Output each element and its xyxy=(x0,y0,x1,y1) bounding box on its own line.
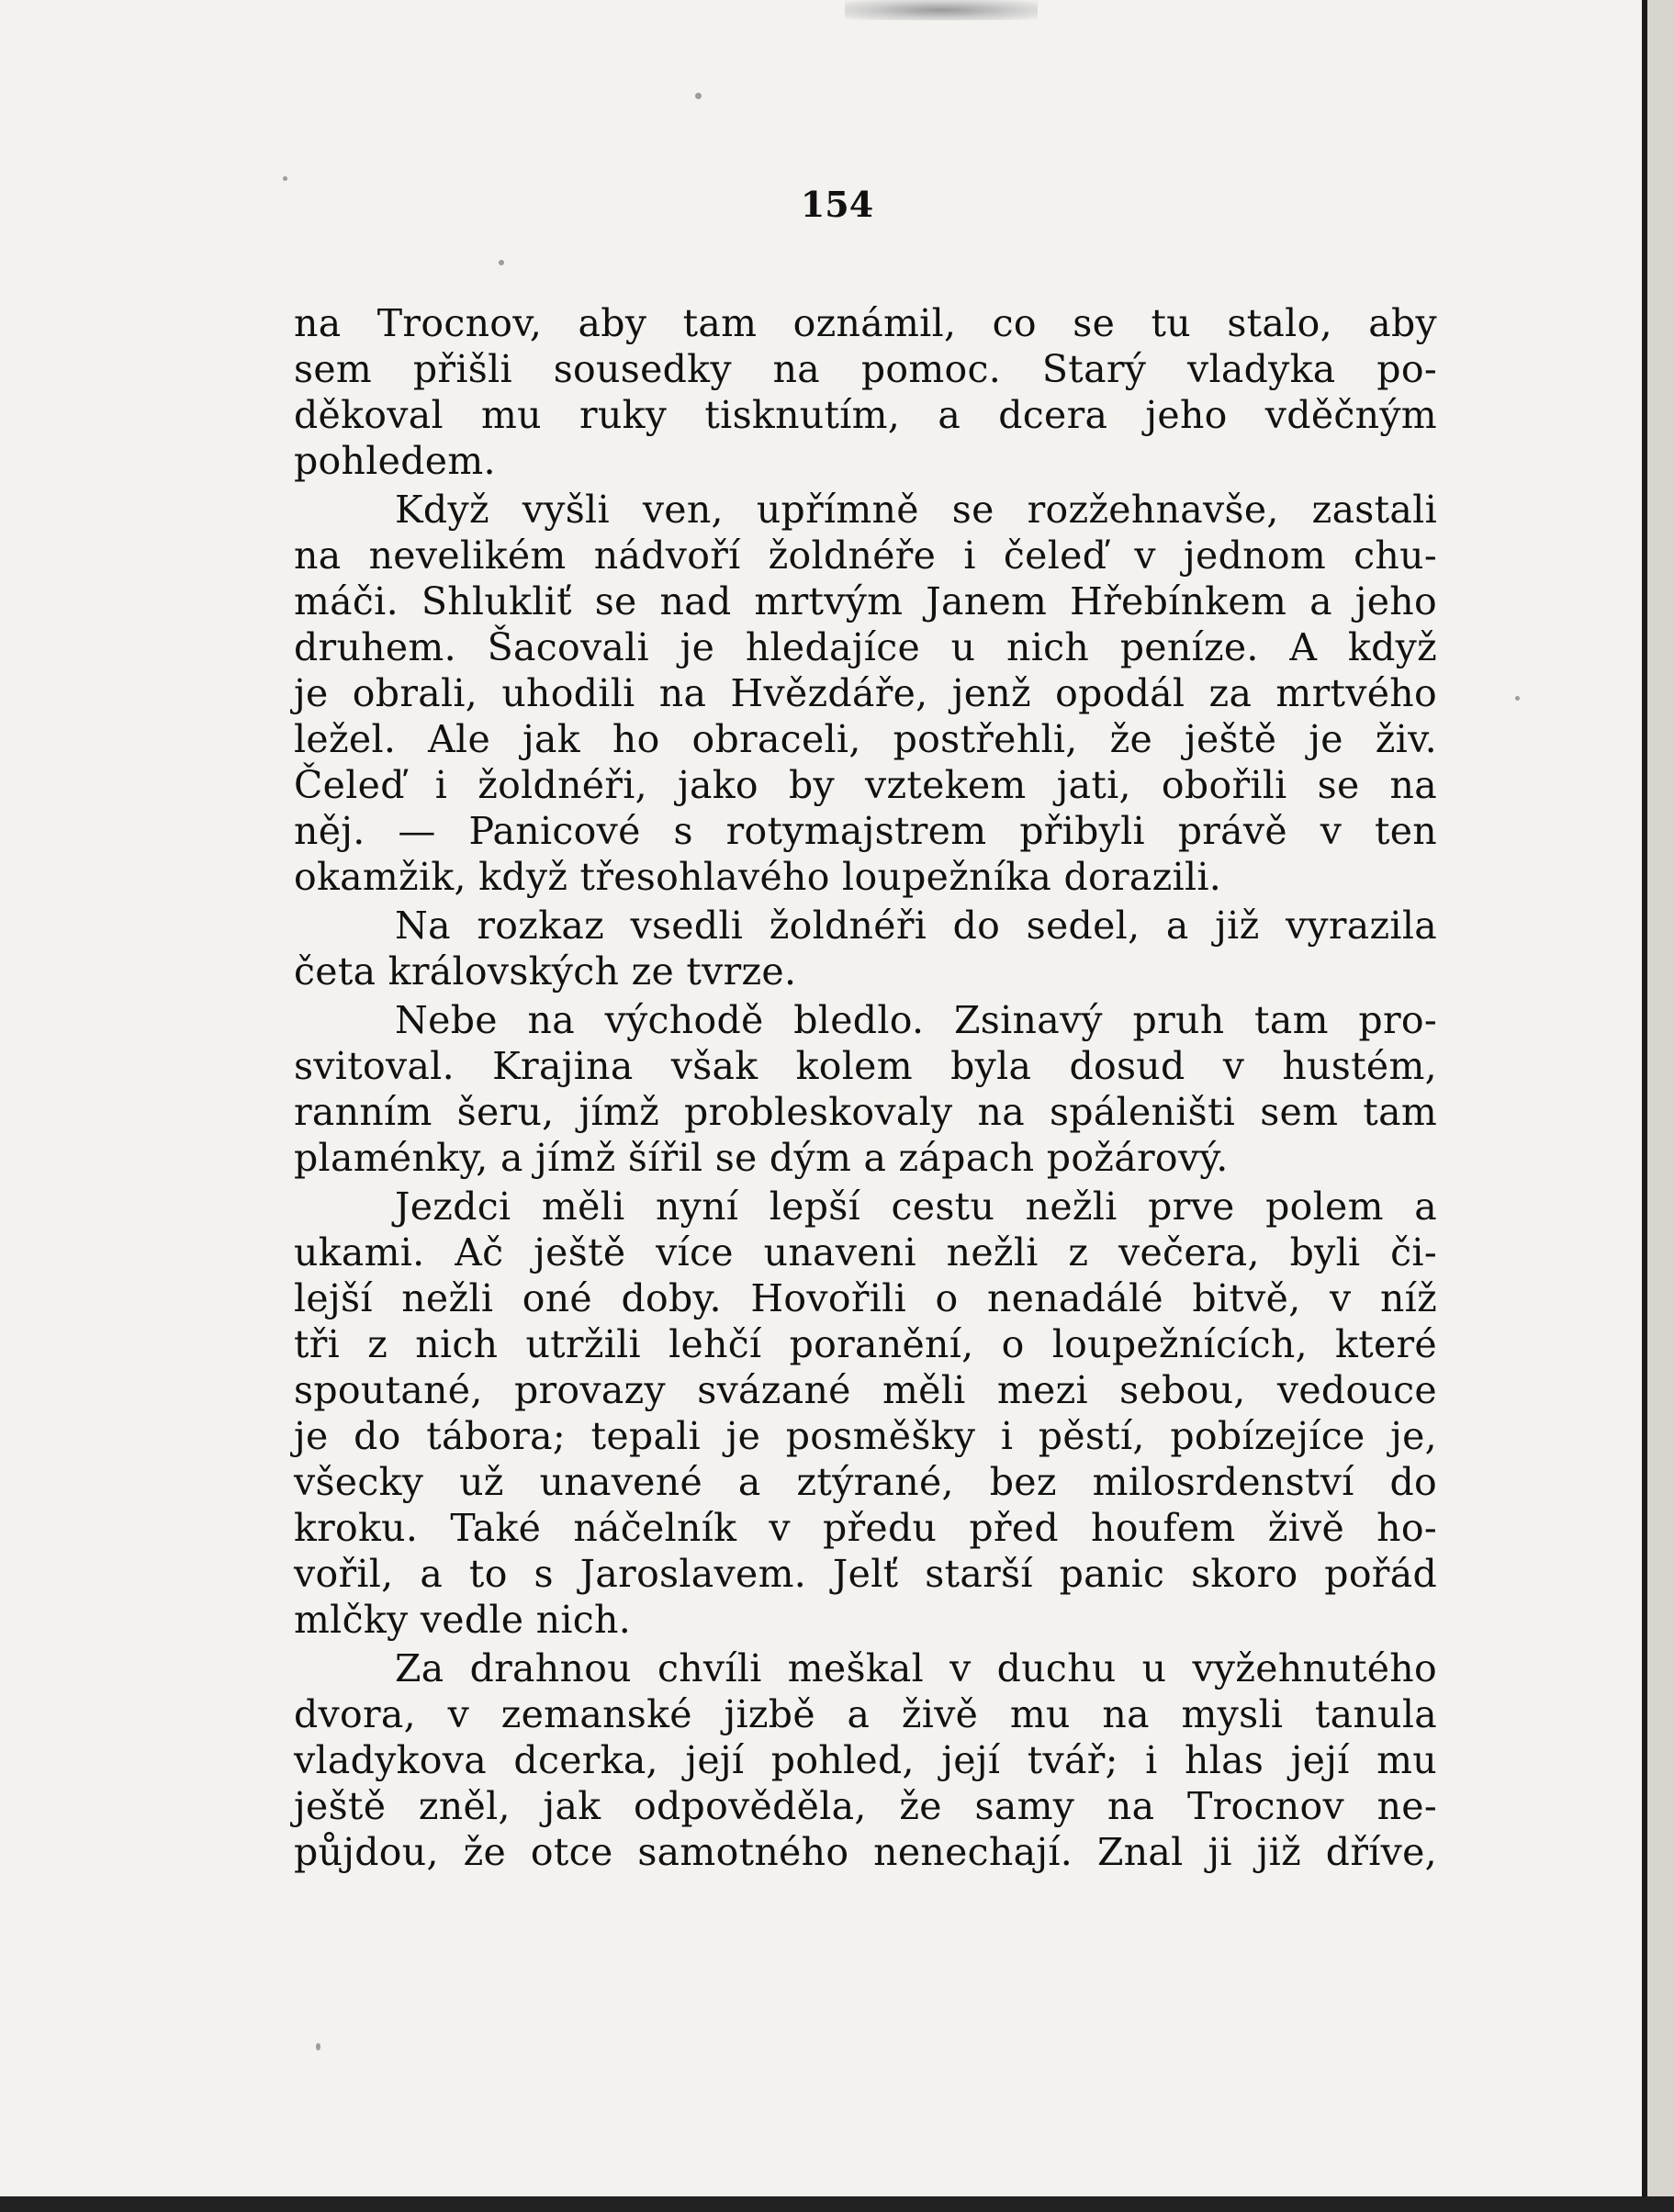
scan-right-margin xyxy=(1647,0,1674,2212)
text-line: četa královských ze tvrze. xyxy=(294,949,797,994)
text-line: na Trocnov, aby tam oznámil, co se tu stalo, aby xyxy=(294,301,1437,345)
body-text xyxy=(294,300,1437,1875)
text-line: mlčky vedle nich. xyxy=(294,1598,632,1642)
text-line: spoutané, provazy svázané měli mezi sebou, vedouce xyxy=(294,1368,1437,1412)
scan-speck xyxy=(499,260,504,265)
scan-speck xyxy=(283,176,287,181)
text-line: vladykova dcerka, její pohled, její tvář; i hlas její mu xyxy=(294,1738,1437,1782)
text-line: Na rozkaz vsedli žoldnéři do sedel, a již vyrazila xyxy=(395,904,1437,948)
text-line: tři z nich utržili lehčí poranění, o loupežnících, které xyxy=(294,1322,1437,1366)
text-line: je obrali, uhodili na Hvězdáře, jenž opodál za mrtvého xyxy=(294,671,1437,715)
scan-speck xyxy=(695,93,702,99)
text-line: kroku. Také náčelník v předu před houfem živě ho- xyxy=(294,1506,1437,1550)
paragraph-3 xyxy=(294,903,1437,994)
text-line: máči. Shlukliť se nad mrtvým Janem Hřebínkem a jeho xyxy=(294,579,1437,623)
text-line: ranním šeru, jímž probleskovaly na spáleništi sem tam xyxy=(294,1090,1437,1134)
scan-speck xyxy=(316,2043,320,2050)
text-line: na nevelikém nádvoří žoldnéře i čeleď v jednom chu- xyxy=(294,533,1437,578)
text-line: svitoval. Krajina však kolem byla dosud v hustém, xyxy=(294,1044,1437,1088)
text-line: půjdou, že otce samotného nenechají. Znal ji již dříve, xyxy=(294,1830,1437,1874)
text-line: všecky už unavené a ztýrané, bez milosrdenství do xyxy=(294,1460,1437,1504)
scan-speck xyxy=(1515,696,1520,701)
paragraph-2 xyxy=(294,487,1437,900)
text-line: okamžik, když třesohlavého loupežníka dorazili. xyxy=(294,855,1222,899)
text-line: ležel. Ale jak ho obraceli, postřehli, že ještě je živ. xyxy=(294,717,1437,761)
text-line: děkoval mu ruky tisknutím, a dcera jeho vděčným xyxy=(294,393,1437,437)
paragraph-4 xyxy=(294,997,1437,1181)
page-number: 154 xyxy=(800,184,874,225)
text-line: ještě zněl, jak odpověděla, že samy na Trocnov ne- xyxy=(294,1784,1437,1828)
text-line: ukami. Ač ještě více unaveni nežli z večera, byli či- xyxy=(294,1230,1437,1274)
text-line: je do tábora; tepali je posměšky i pěstí, pobízejíce je, xyxy=(294,1414,1437,1458)
text-line: Nebe na východě bledlo. Zsinavý pruh tam pro- xyxy=(395,998,1437,1042)
text-line: druhem. Šacovali je hledajíce u nich peníze. A když xyxy=(294,625,1437,669)
text-line: něj. — Panicové s rotymajstrem přibyli právě v ten xyxy=(294,809,1437,853)
scan-top-blot xyxy=(845,0,1038,20)
text-line: dvora, v zemanské jizbě a živě mu na mysli tanula xyxy=(294,1692,1437,1736)
text-line: Jezdci měli nyní lepší cestu nežli prve polem a xyxy=(395,1185,1437,1229)
text-line: Za drahnou chvíli meškal v duchu u vyžehnutého xyxy=(395,1646,1437,1690)
scan-bottom-edge xyxy=(0,2196,1674,2212)
paragraph-6 xyxy=(294,1645,1437,1875)
paragraph-1 xyxy=(294,300,1437,484)
text-line: Čeleď i žoldnéři, jako by vztekem jati, obořili se na xyxy=(294,763,1437,807)
text-line: plaménky, a jímž šířil se dým a zápach požárový. xyxy=(294,1136,1229,1180)
text-line: lejší nežli oné doby. Hovořili o nenadálé bitvě, v níž xyxy=(294,1276,1437,1320)
text-line: pohledem. xyxy=(294,439,496,483)
text-line: vořil, a to s Jaroslavem. Jelť starší panic skoro pořád xyxy=(294,1552,1437,1596)
paragraph-5 xyxy=(294,1184,1437,1643)
text-line: sem přišli sousedky na pomoc. Starý vladyka po- xyxy=(294,347,1437,391)
text-line: Když vyšli ven, upřímně se rozžehnavše, zastali xyxy=(395,488,1437,532)
